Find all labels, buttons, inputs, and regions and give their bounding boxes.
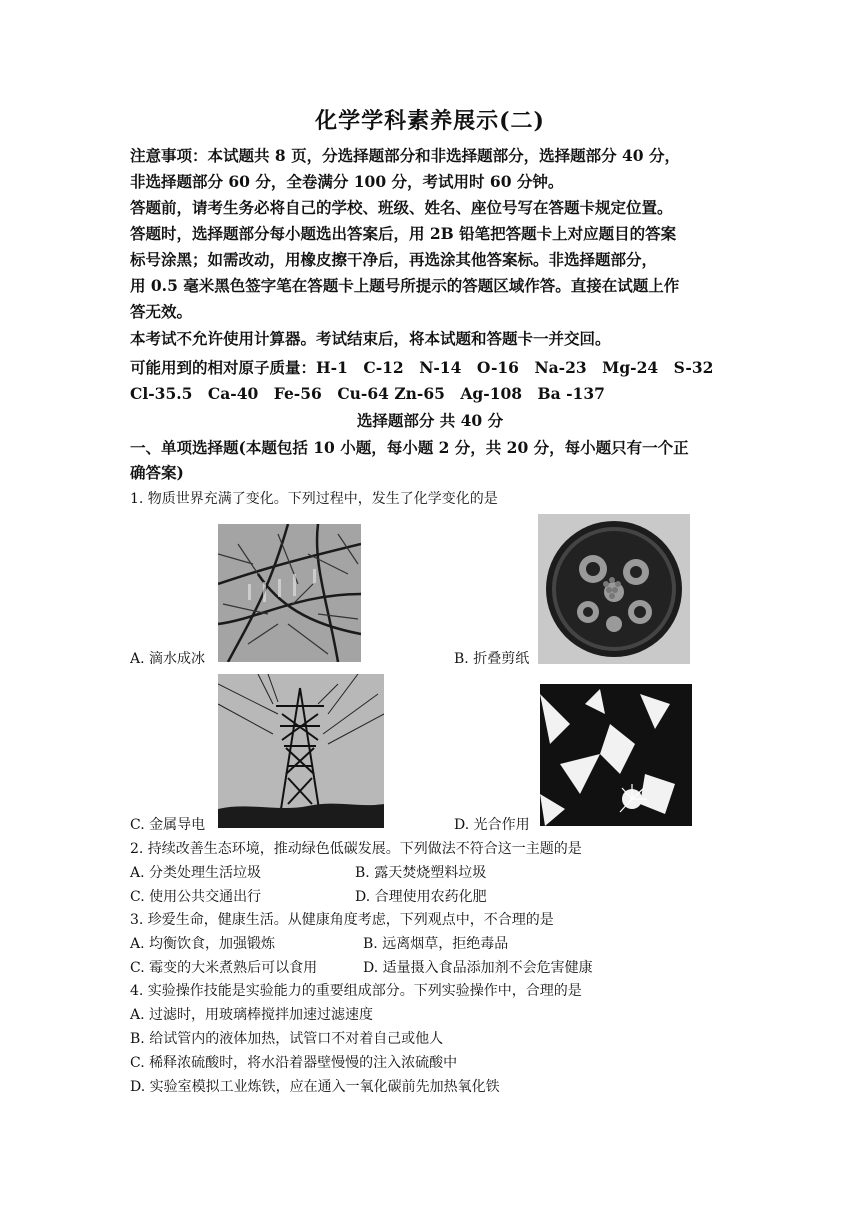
q1-option-d-label: D. 光合作用 xyxy=(454,817,530,833)
icy-branches-image xyxy=(218,524,361,662)
q1-option-b-label: B. 折叠剪纸 xyxy=(454,651,530,667)
photosynthesis-image xyxy=(540,684,692,826)
notice-line-7: 答无效。 xyxy=(130,302,193,321)
q2-option-b: B. 露天焚烧塑料垃圾 xyxy=(355,865,487,881)
part-one-line-2: 确答案) xyxy=(130,463,184,482)
q4-option-c: C. 稀释浓硫酸时，将水沿着器壁慢慢的注入浓硫酸中 xyxy=(130,1055,458,1071)
q3-option-a: A. 均衡饮食，加强锻炼 xyxy=(130,936,276,952)
q1-option-c-label: C. 金属导电 xyxy=(130,817,206,833)
q4-option-b: B. 给试管内的液体加热，试管口不对着自己或他人 xyxy=(130,1031,444,1047)
notice-line-1: 注意事项：本试题共 8 页，分选择题部分和非选择题部分，选择题部分 40 分， xyxy=(130,146,680,165)
atomic-mass-line-2: Cl-35.5 Ca-40 Fe-56 Cu-64 Zn-65 Ag-108 Ba -137 xyxy=(130,384,605,403)
q4-stem: 4. 实验操作技能是实验能力的重要组成部分。下列实验操作中，合理的是 xyxy=(130,983,582,999)
notice-line-6: 用 0.5 毫米黑色签字笔在答题卡上题号所提示的答题区域作答。直接在试题上作 xyxy=(130,276,680,295)
power-tower-image xyxy=(218,674,384,828)
q2-option-a: A. 分类处理生活垃圾 xyxy=(130,865,262,881)
q2-option-d: D. 合理使用农药化肥 xyxy=(355,889,487,905)
section-header: 选择题部分 共 40 分 xyxy=(356,411,504,430)
q3-stem: 3. 珍爱生命，健康生活。从健康角度考虑，下列观点中，不合理的是 xyxy=(130,912,554,928)
q3-option-b: B. 远离烟草，拒绝毒品 xyxy=(363,936,509,952)
notice-line-5: 标号涂黑；如需改动，用橡皮擦干净后，再选涂其他答案标。非选择题部分， xyxy=(130,250,658,269)
part-one-line-1: 一、单项选择题(本题包括 10 小题，每小题 2 分，共 20 分，每小题只有一个正 xyxy=(130,438,689,457)
q2-stem: 2. 持续改善生态环境，推动绿色低碳发展。下列做法不符合这一主题的是 xyxy=(130,841,582,857)
q2-option-c: C. 使用公共交通出行 xyxy=(130,889,262,905)
q3-option-d: D. 适量摄入食品添加剂不会危害健康 xyxy=(363,960,593,976)
notice-line-4: 答题时，选择题部分每小题选出答案后，用 2B 铅笔把答题卡上对应题目的答案 xyxy=(130,224,677,243)
notice-line-3: 答题前，请考生务必将自己的学校、班级、姓名、座位号写在答题卡规定位置。 xyxy=(130,198,673,217)
q4-option-a: A. 过滤时，用玻璃棒搅拌加速过滤速度 xyxy=(130,1007,374,1023)
notice-line-2: 非选择题部分 60 分，全卷满分 100 分，考试用时 60 分钟。 xyxy=(130,172,564,191)
notice-line-8: 本考试不允许使用计算器。考试结束后，将本试题和答题卡一并交回。 xyxy=(130,329,611,348)
page-title: 化学学科素养展示(二) xyxy=(315,108,545,134)
paper-cut-image xyxy=(538,514,690,664)
q1-option-a-label: A. 滴水成冰 xyxy=(130,651,206,667)
q4-option-d: D. 实验室模拟工业炼铁，应在通入一氧化碳前先加热氧化铁 xyxy=(130,1079,500,1095)
atomic-mass-line-1: 可能用到的相对原子质量：H-1 C-12 N-14 O-16 Na-23 Mg-24 S-32 xyxy=(130,358,714,377)
q1-stem: 1. 物质世界充满了变化。下列过程中，发生了化学变化的是 xyxy=(130,491,498,507)
q3-option-c: C. 霉变的大米煮熟后可以食用 xyxy=(130,960,318,976)
